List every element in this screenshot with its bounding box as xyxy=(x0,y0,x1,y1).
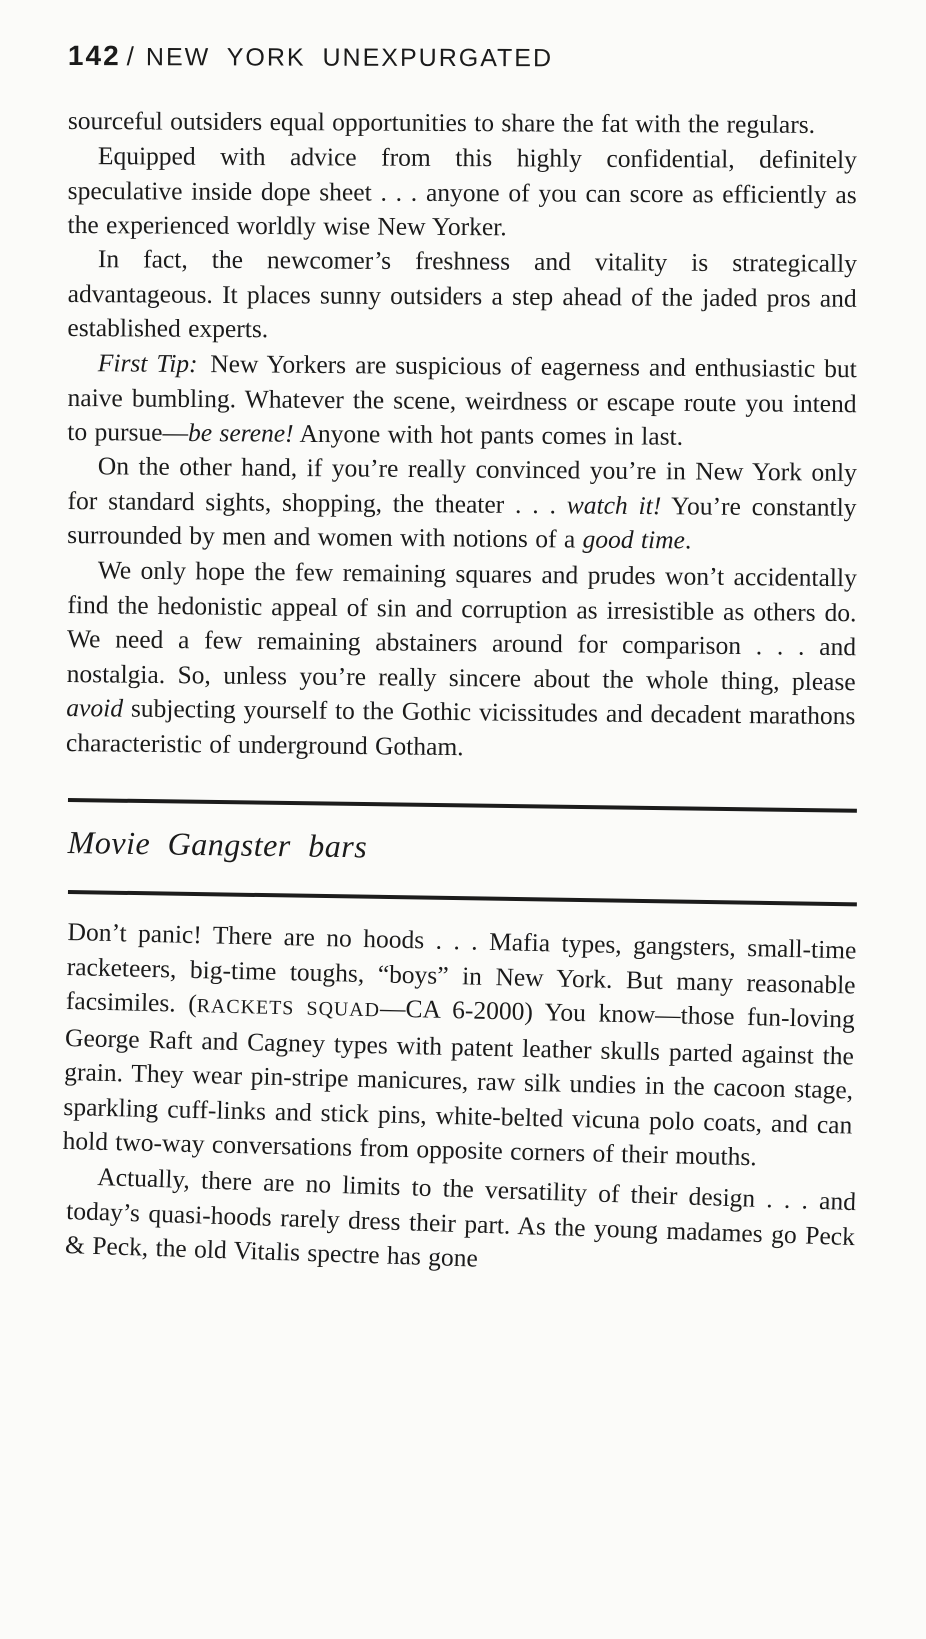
paragraph xyxy=(67,346,857,456)
text-segment: Anyone with hot pants comes in last. xyxy=(293,418,684,451)
paragraph xyxy=(67,449,857,559)
running-header xyxy=(68,40,857,74)
text-segment: Equipped with advice from this highly confidential, definitely speculative inside dope sheet . . . anyone of you can score as efficiently as the experienced worldly wise New Yorker. xyxy=(67,140,857,241)
text-segment-italic: avoid xyxy=(66,692,124,723)
text-segment: Actually, there are no limits to the versatility of their design . . . and today’s quasi-hoods rarely dress their part. As the young madames go Peck & Peck, the old Vitalis spectre has gone xyxy=(64,1161,857,1273)
text-segment: . xyxy=(684,525,692,555)
text-segment-italic: good time xyxy=(582,524,686,555)
header-separator: / xyxy=(126,41,134,72)
paragraph xyxy=(67,139,857,247)
text-segment: sourceful outsiders equal opportunities to share the fat with the regulars. xyxy=(67,105,816,139)
text-segment-italic: watch it! xyxy=(566,489,662,520)
text-segment: —CA 6-2000) You know—those fun-loving George Raft and Cagney types with patent leather skulls parted against the grain. They wear pin-stripe manicures, raw silk undies in the cacoon stage, sparkling cuff-links and stick pins, white-belted vicuna polo coats, and can hold two-way conversations from opposite corners of their mouths. xyxy=(62,993,856,1172)
paragraph xyxy=(66,553,857,768)
paragraph xyxy=(62,915,857,1177)
text-segment: subjecting yourself to the Gothic vicissitudes and decadent marathons characteristic of underground Gotham. xyxy=(65,693,856,761)
page-body xyxy=(62,104,857,1273)
paragraph xyxy=(67,242,857,350)
text-segment: New Yorkers are suspicious of eagerness and enthusiastic but naive bumbling. Whatever the scene, weirdness or escape route you intend to pursue— xyxy=(67,348,857,447)
text-segment-smallcaps: RACKETS SQUAD xyxy=(196,995,381,1022)
section-heading: Movie Gangster bars xyxy=(67,824,368,865)
text-segment: We only hope the few remaining squares and prudes won’t accidentally find the hedonistic appeal of sin and corruption as irresistible as others do. We need a few remaining abstainers around for comparison . . . and nostalgia. So, unless you’re really sincere about the whole thing, please xyxy=(66,554,857,696)
paragraph xyxy=(65,1159,857,1289)
intro-paragraphs xyxy=(65,104,857,761)
text-segment-italic: be serene! xyxy=(187,417,294,448)
text-segment-italic: First Tip: xyxy=(97,347,198,378)
section-divider-top xyxy=(68,798,857,812)
text-segment: On the other hand, if you’re really convinced you’re in New York only for standard sights, shopping, the theater . . . xyxy=(67,451,857,519)
section-divider-bottom xyxy=(68,890,857,906)
page-number: 142 xyxy=(67,40,121,72)
text-segment: You’re constantly surrounded by men and women with notions of a xyxy=(67,490,857,554)
text-segment: Don’t panic! There are no hoods . . . Mafia types, gangsters, small-time racketeers, big-time toughs, “boys” in New York. But many reasonable facsimiles. ( xyxy=(65,916,857,1019)
paragraph xyxy=(68,104,857,143)
section-paragraphs xyxy=(62,915,857,1273)
book-title: NEW YORK UNEXPURGATED xyxy=(145,43,554,73)
text-segment: In fact, the newcomer’s freshness and vitality is strategically advantageous. It places sunny outsiders a step ahead of the jaded pros and established experts. xyxy=(67,244,857,344)
